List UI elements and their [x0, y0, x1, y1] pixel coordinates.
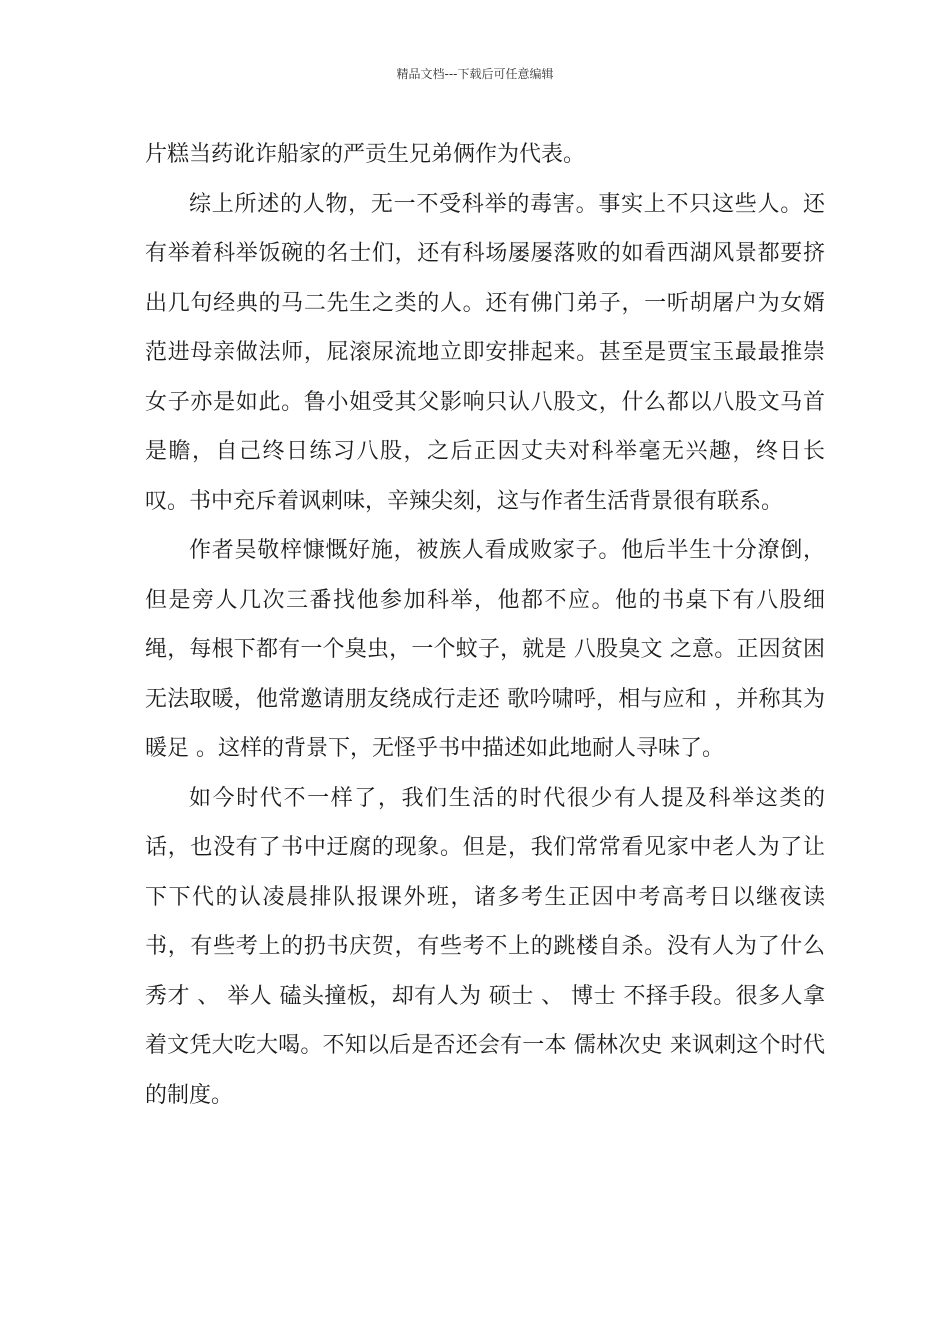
paragraph-continuation: 片糕当药讹诈船家的严贡生兄弟俩作为代表。	[145, 142, 586, 167]
paragraph-modern-times: 如今时代不一样了，我们生活的时代很少有人提及科举这类的话，也没有了书中迂腐的现象。但是，我们常常看见家中老人为了让下下代的认凌晨排队报课外班，诸多考生正因中考高考日以继夜读书，有些考上的扔书庆贺，有些考不上的跳楼自杀。没有人为了什么 秀才 、 举人 磕头撞板，却有人为 硕士 、 博士 不择手段。很多人拿着文凭大吃大喝。不知以后是否还会有一本 儒林次史 来讽刺这个时代的制度。	[145, 785, 825, 1108]
paragraph-characters-summary: 综上所述的人物，无一不受科举的毒害。事实上不只这些人。还有举着科举饭碗的名士们，还有科场屡屡落败的如看西湖风景都要挤出几句经典的马二先生之类的人。还有佛门弟子，一听胡屠户为女婿范进母亲做法师，屁滚尿流地立即安排起来。甚至是贾宝玉最最推崇女子亦是如此。鲁小姐受其父影响只认八股文，什么都以八股文马首是瞻，自己终日练习八股，之后正因丈夫对科举毫无兴趣，终日长叹。书中充斥着讽刺味，辛辣尖刻，这与作者生活背景很有联系。	[145, 191, 825, 514]
page-header: 精品文档---下载后可任意编辑	[396, 67, 554, 81]
document-body	[145, 130, 825, 1120]
paragraph-author-background: 作者吴敬梓慷慨好施，被族人看成败家子。他后半生十分潦倒，但是旁人几次三番找他参加科举，他都不应。他的书桌下有八股细绳，每根下都有一个臭虫，一个蚊子，就是 八股臭文 之意。正因贫困无法取暖，他常邀请朋友绕成行走还 歌吟啸呼，相与应和 ，并称其为 暖足 。这样的背景下，无怪乎书中描述如此地耐人寻味了。	[145, 538, 825, 761]
